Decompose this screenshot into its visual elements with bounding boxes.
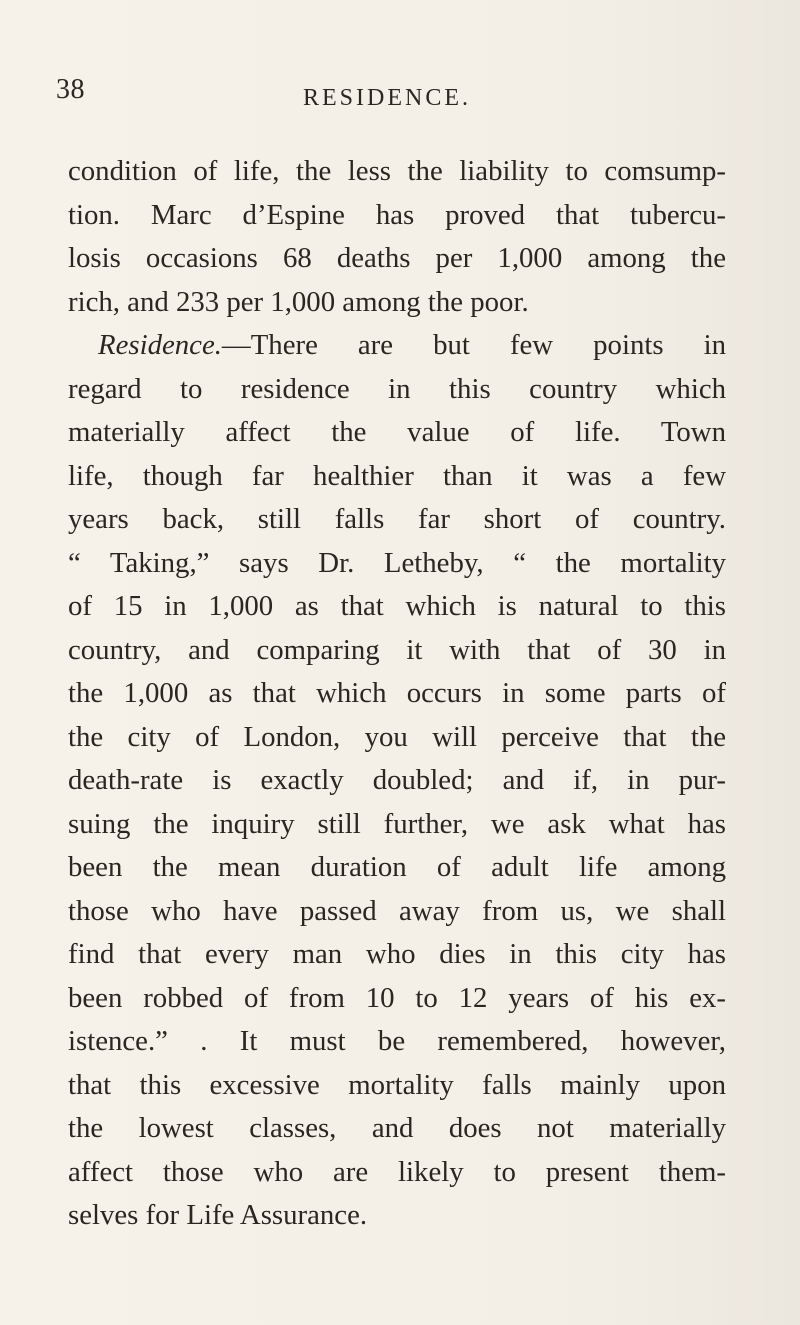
- text-line: the 1,000 as that which occurs in some parts of: [68, 677, 726, 709]
- text-line: death-rate is exactly doubled; and if, in pur-: [68, 764, 726, 796]
- text-line: life, though far healthier than it was a few: [68, 459, 726, 492]
- section-intro-text: —There are but few points in: [221, 329, 726, 361]
- section-heading: Residence.: [98, 329, 222, 361]
- page-number: 38: [56, 74, 85, 105]
- running-head: RESIDENCE.: [303, 85, 471, 111]
- text-line: rich, and 233 per 1,000 among the poor.: [68, 285, 529, 318]
- text-line: find that every man who dies in this city has: [68, 938, 726, 970]
- text-line: been robbed of from 10 to 12 years of his ex-: [68, 981, 726, 1014]
- text-line: selves for Life Assurance.: [68, 1199, 368, 1231]
- text-line: years back, still falls far short of country.: [68, 503, 726, 535]
- text-line: materially affect the value of life. Town: [68, 416, 726, 448]
- text-line: those who have passed away from us, we shall: [68, 894, 726, 927]
- text-line: “ Taking,” says Dr. Letheby, “ the mortality: [68, 546, 726, 579]
- text-line: the lowest classes, and does not materially: [68, 1112, 726, 1144]
- text-line: that this excessive mortality falls mainly upon: [68, 1068, 726, 1101]
- text-line: country, and comparing it with that of 30 in: [68, 633, 726, 666]
- text-line: losis occasions 68 deaths per 1,000 among the: [68, 242, 726, 274]
- text-line: been the mean duration of adult life among: [68, 851, 726, 883]
- text-line: the city of London, you will perceive that the: [68, 720, 726, 753]
- text-line: tion. Marc d’Espine has proved that tubercu-: [68, 198, 726, 231]
- text-line: affect those who are likely to present them-: [68, 1155, 726, 1188]
- text-line: istence.” . It must be remembered, however,: [68, 1025, 726, 1057]
- text-line: condition of life, the less the liability to comsump-: [68, 155, 726, 187]
- body-text: [68, 150, 726, 1238]
- text-line: of 15 in 1,000 as that which is natural to this: [68, 590, 726, 622]
- text-line: suing the inquiry still further, we ask what has: [68, 807, 726, 840]
- section-start-line: [68, 324, 726, 368]
- text-line: regard to residence in this country which: [68, 372, 726, 405]
